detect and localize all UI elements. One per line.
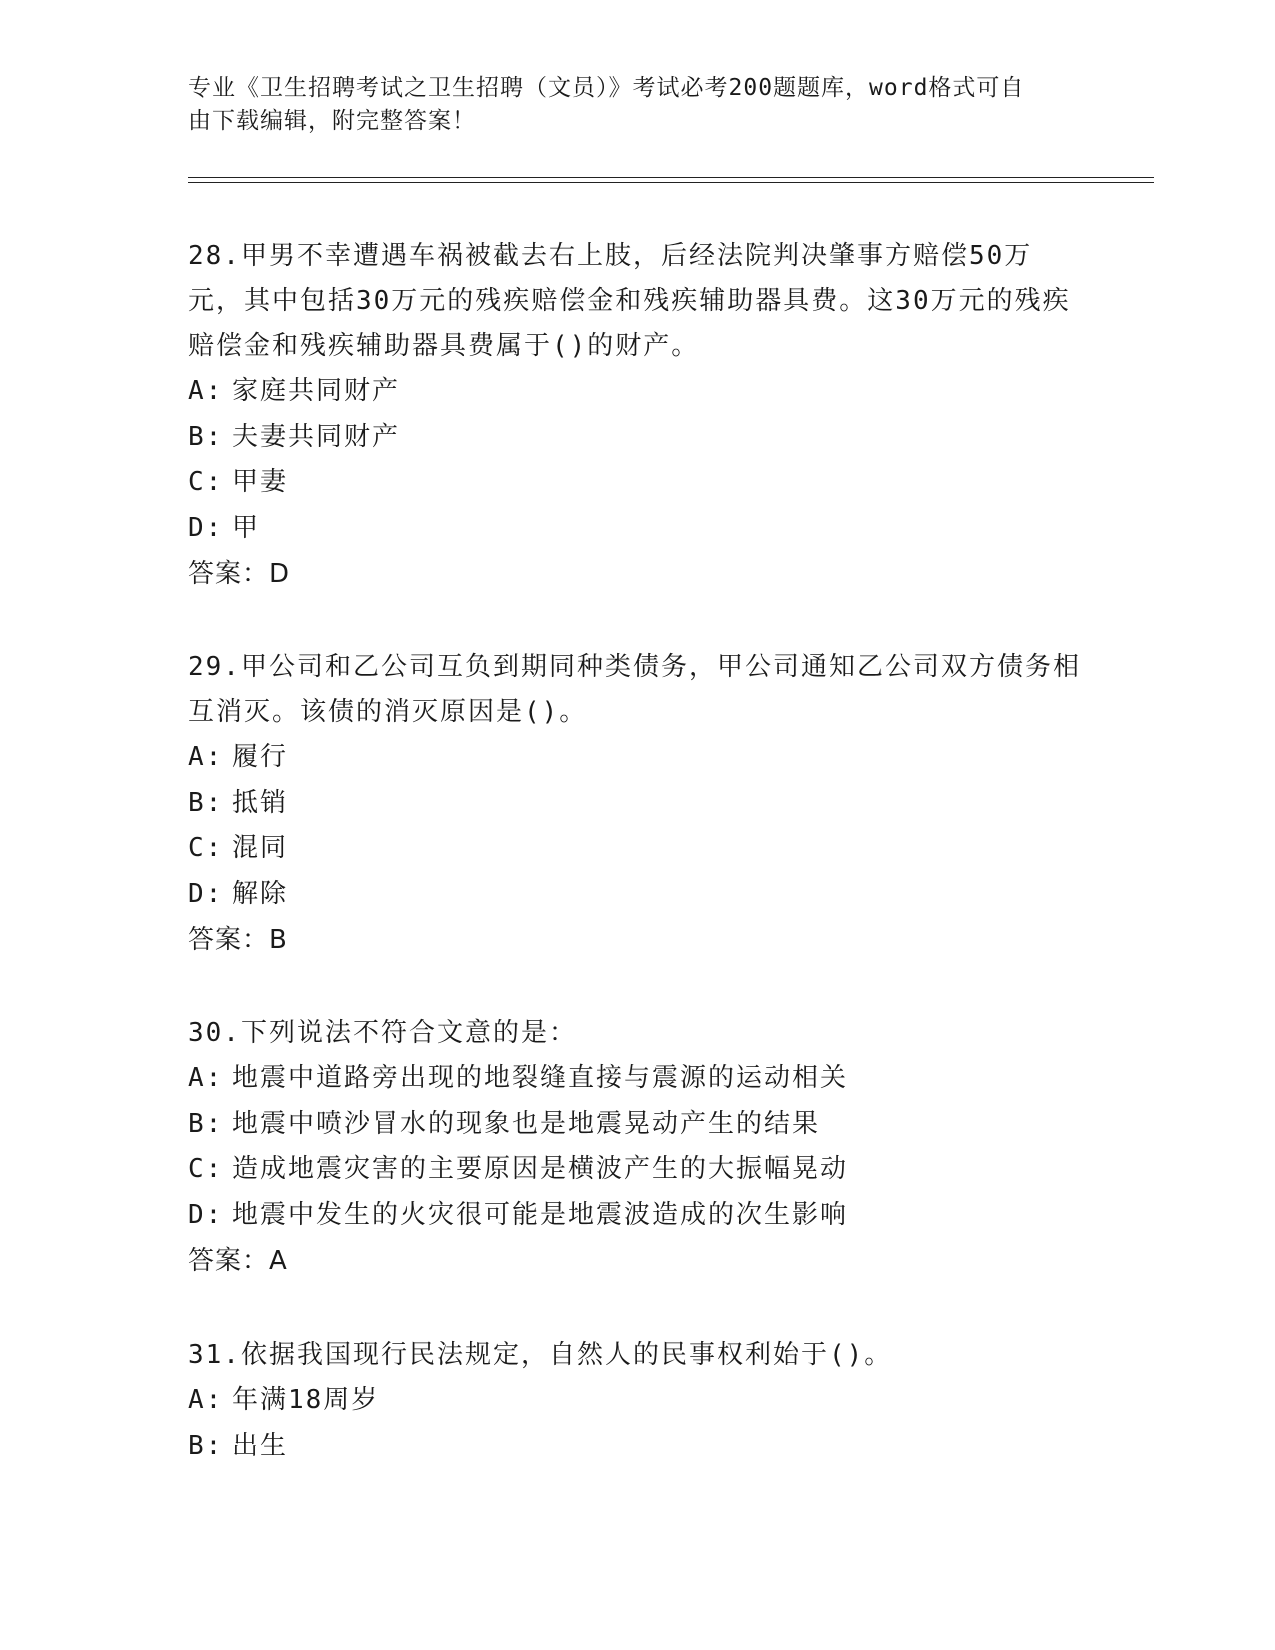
option-b [188,781,1088,827]
option-letter: C: [188,467,224,497]
option-d [188,506,1088,552]
option-c [188,1147,1088,1193]
option-letter: D: [188,512,224,543]
option-text: 造成地震灾害的主要原因是横波产生的大振幅晃动 [232,1154,849,1184]
option-text: 出生 [232,1430,289,1461]
option-c [188,460,1088,506]
option-a [188,1056,1088,1102]
option-text: 地震中发生的火灾很可能是地震波造成的次生影响 [232,1199,849,1230]
option-b [188,415,1088,461]
option-text: 解除 [232,878,289,909]
header-line-2: 由下载编辑，附完整答案！ [188,108,476,134]
option-text: 地震中道路旁出现的地裂缝直接与震源的运动相关 [232,1063,849,1093]
question-stem: 30.下列说法不符合文意的是： [188,1018,577,1048]
question-31 [188,1333,1088,1469]
option-d [188,1193,1088,1239]
option-c [188,826,1088,872]
option-letter: D: [188,878,224,909]
option-text: 混同 [232,833,289,863]
option-letter: B: [188,1430,224,1461]
option-letter: C: [188,833,224,863]
question-28 [188,234,1088,597]
answer-line: 答案：B [188,925,288,955]
question-30 [188,1011,1088,1284]
option-text: 甲妻 [232,467,289,497]
option-b [188,1424,1088,1470]
option-text: 年满18周岁 [232,1385,380,1415]
header-line-1: 专业《卫生招聘考试之卫生招聘（文员）》考试必考200题题库，word格式可自 [188,75,1025,101]
option-a [188,735,1088,781]
option-text: 履行 [232,742,289,772]
question-29 [188,645,1088,963]
option-letter: B: [188,1108,224,1139]
header-divider-top [188,177,1154,178]
option-text: 夫妻共同财产 [232,421,401,452]
option-d [188,872,1088,918]
option-letter: A: [188,1385,224,1415]
option-text: 抵销 [232,787,289,818]
option-b [188,1102,1088,1148]
option-letter: A: [188,376,224,406]
header-divider-bottom [188,182,1154,183]
option-text: 地震中喷沙冒水的现象也是地震晃动产生的结果 [232,1108,821,1139]
option-letter: B: [188,421,224,452]
option-a [188,1378,1088,1424]
option-letter: D: [188,1199,224,1230]
question-stem: 29.甲公司和乙公司互负到期同种类债务，甲公司通知乙公司双方债务相互消灭。该债的消灭原因是()。 [188,652,1081,727]
option-letter: A: [188,1063,224,1093]
option-letter: A: [188,742,224,772]
document-header [188,72,1068,138]
answer-line: 答案：D [188,559,291,589]
option-a [188,369,1088,415]
answer-line: 答案：A [188,1246,288,1276]
option-text: 家庭共同财产 [232,376,401,406]
option-text: 甲 [232,512,261,543]
option-letter: B: [188,787,224,818]
question-stem: 28.甲男不幸遭遇车祸被截去右上肢，后经法院判决肇事方赔偿50万元，其中包括30万元的残疾赔偿金和残疾辅助器具费。这30万元的残疾赔偿金和残疾辅助器具费属于()的财产。 [188,241,1071,361]
question-stem: 31.依据我国现行民法规定，自然人的民事权利始于()。 [188,1340,893,1370]
option-letter: C: [188,1154,224,1184]
